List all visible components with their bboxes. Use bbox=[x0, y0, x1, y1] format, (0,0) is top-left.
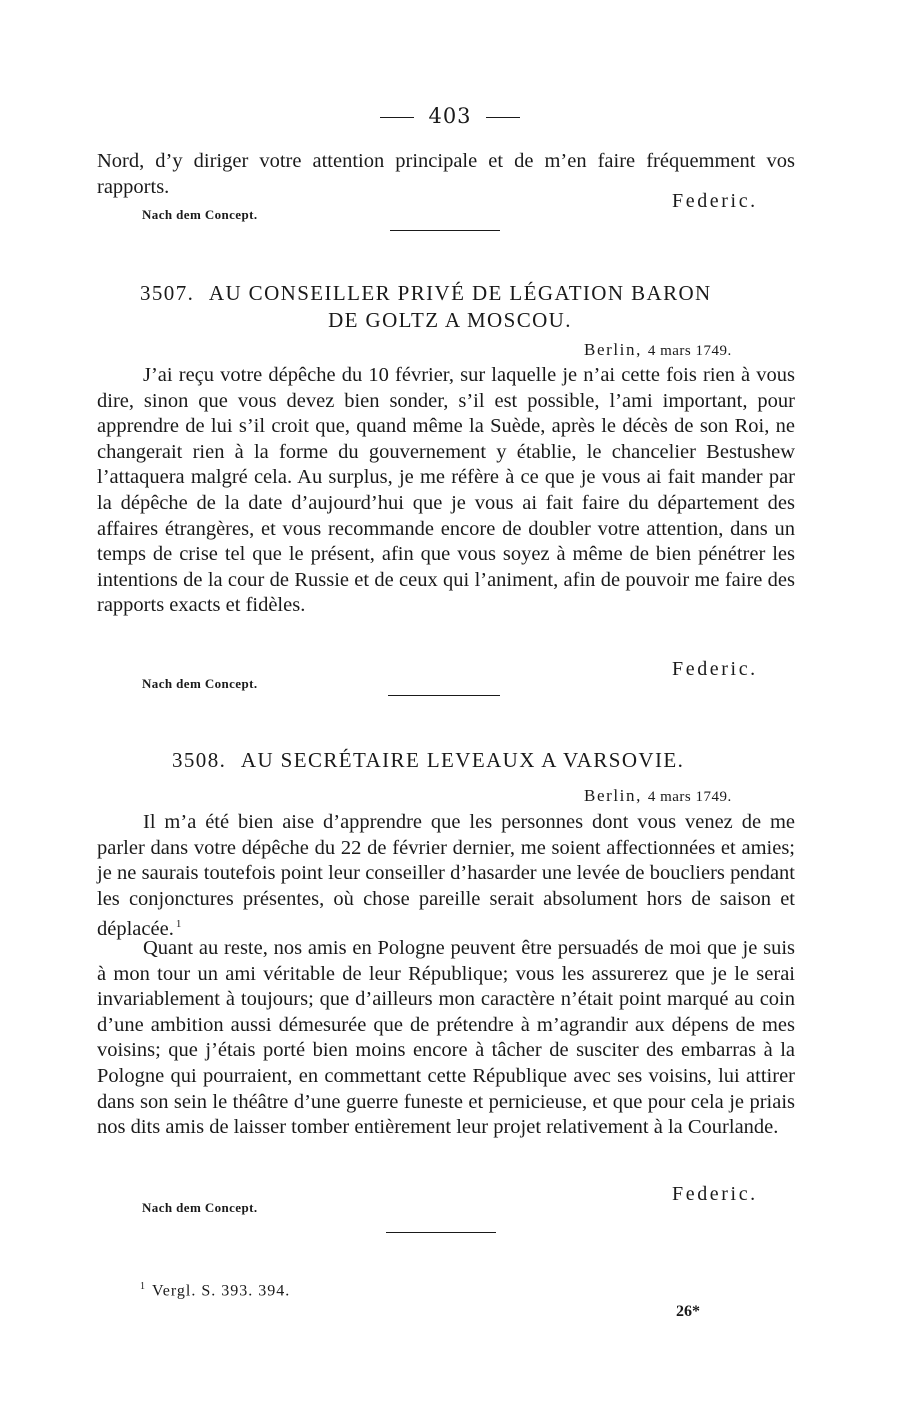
section-divider bbox=[390, 230, 500, 231]
signature-federic: Federic. bbox=[672, 658, 758, 680]
document-title: AU SECRÉTAIRE LEVEAUX A VARSOVIE. bbox=[240, 748, 685, 772]
document-number: 3508. bbox=[172, 748, 227, 772]
page-header bbox=[0, 104, 900, 128]
sheet-signature: 26* bbox=[676, 1303, 700, 1320]
document-heading-3507 bbox=[140, 281, 712, 306]
document-paragraph-3508-1 bbox=[97, 810, 795, 943]
document-title-line2: DE GOLTZ A MOSCOU. bbox=[328, 308, 572, 332]
dateline-3507 bbox=[584, 340, 732, 360]
footnote-reference: 1 bbox=[175, 918, 182, 931]
document-paragraph-3508-2: Quant au reste, nos amis en Pologne peuvent être persuadés de moi que je suis à mon tour un ami véritable de leur République; vous les assurerez que je le serai invariablement à toujours; que d’ailleurs mon caractère n’était point marqué au coin d’une ambition aussi démesurée que de prétendre à m’agrandir aux dépens de mes voisins; que j’étais porté bien moins encore à tâcher de susciter des embarras à la Pologne qui pourraient, en commettant cette République avec ses voisins, lui attirer dans son sein le théâtre d’une guerre funeste et pernicieuse, et que pour cela je priais nos dits amis de laisser tomber entièrement leur projet relativement à la Courlande. bbox=[97, 937, 795, 1139]
header-dash-left bbox=[380, 117, 414, 118]
source-note: Nach dem Concept. bbox=[142, 676, 258, 691]
signature-federic: Federic. bbox=[672, 1183, 758, 1205]
dateline-date: 4 mars 1749. bbox=[647, 789, 732, 805]
dateline-place: Berlin, bbox=[584, 340, 642, 359]
section-divider bbox=[388, 695, 500, 696]
page-number: 403 bbox=[428, 104, 472, 128]
document-number: 3507. bbox=[140, 281, 195, 305]
dateline-place: Berlin, bbox=[584, 786, 642, 805]
continuation-paragraph: Nord, d’y diriger votre attention principale et de m’en faire fréquemment vos rapports. bbox=[97, 150, 795, 198]
document-heading-3508 bbox=[172, 748, 684, 773]
source-note: Nach dem Concept. bbox=[142, 207, 258, 222]
signature-federic: Federic. bbox=[672, 190, 758, 212]
section-divider bbox=[386, 1232, 496, 1233]
document-body-3507: J’ai reçu votre dépêche du 10 février, sur laquelle je n’ai cette fois rien à vous dire, sinon que vous devez bien sonder, s’il est possible, l’ami important, pour apprendre de lui s’il croit que, quand même la Suède, après le décès de son Roi, ne changerait rien à la forme du gouvernement y établie, le chancelier Bestushew l’attaquera malgré cela. Au surplus, je me réfère à ce que je vous ai fait mander par la dépêche de la date d’aujourd’hui que je vous ai fait faire du département des affaires étrangères, et vous recommande encore de doubler votre attention, dans un temps de crise tel que le présent, afin que vous soyez à même de bien pénétrer les intentions de la cour de Russie et de ceux qui l’animent, afin de pouvoir me faire des rapports exacts et fidèles. bbox=[97, 364, 795, 617]
source-note: Nach dem Concept. bbox=[142, 1200, 258, 1215]
dateline-date: 4 mars 1749. bbox=[647, 343, 732, 359]
document-title-line1: AU CONSEILLER PRIVÉ DE LÉGATION BARON bbox=[208, 281, 712, 305]
footnote-text: Vergl. S. 393. 394. bbox=[152, 1282, 291, 1300]
footnote-mark: 1 bbox=[140, 1281, 146, 1292]
paragraph-text: Il m’a été bien aise d’apprendre que les personnes dont vous venez de me parler dans votre dépêche du 22 de février dernier, me soient affectionnées et amies; je ne saurais toutefois point leur conseiller d’hasarder une levée de boucliers pendant les conjonctures présentes, où chose pareille serait absolument hors de saison et déplacée. bbox=[97, 811, 795, 941]
footnote bbox=[140, 1281, 290, 1300]
header-dash-right bbox=[486, 117, 520, 118]
dateline-3508 bbox=[584, 786, 732, 806]
